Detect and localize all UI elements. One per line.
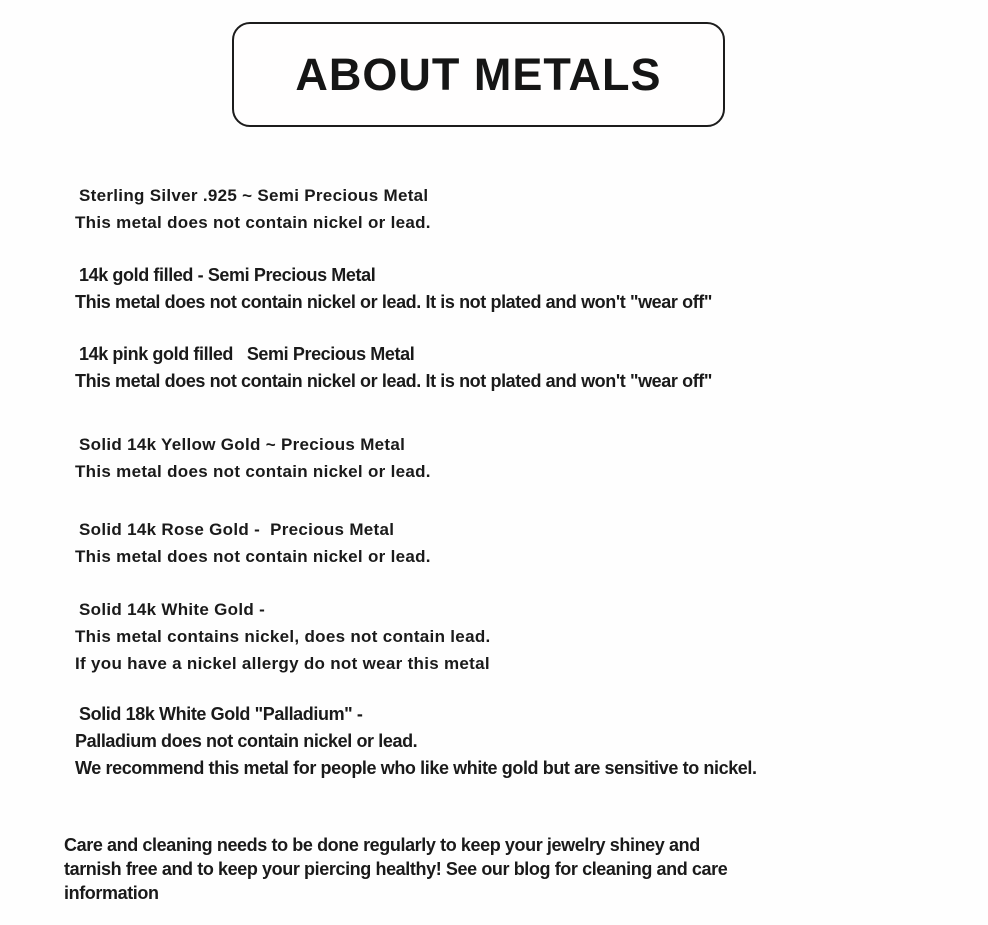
section-14k-gold-filled (75, 262, 948, 316)
section-body-line: This metal does not contain nickel or lead. (75, 547, 431, 566)
section-body-line: If you have a nickel allergy do not wear this metal (75, 654, 490, 673)
section-heading: 14k gold filled - Semi Precious Metal (79, 265, 376, 285)
section-heading: Solid 14k Yellow Gold ~ Precious Metal (79, 435, 406, 454)
section-solid-14k-yellow-gold (75, 431, 948, 485)
section-body-line: Palladium does not contain nickel or lead. (75, 731, 418, 751)
footer-line: Care and cleaning needs to be done regularly to keep your jewelry shiney and (64, 835, 700, 855)
section-body-line: This metal does not contain nickel or lead. (75, 462, 431, 481)
section-solid-18k-white-gold-palladium (75, 701, 948, 782)
section-14k-pink-gold-filled (75, 341, 948, 395)
section-heading: Solid 18k White Gold "Palladium" - (79, 704, 363, 724)
section-heading: Solid 14k Rose Gold - Precious Metal (79, 520, 395, 539)
section-body-line: This metal does not contain nickel or lead. It is not plated and won't "wear off" (75, 371, 713, 391)
section-solid-14k-white-gold (75, 596, 948, 677)
section-sterling-silver (75, 182, 948, 236)
section-body-line: This metal contains nickel, does not contain lead. (75, 627, 491, 646)
section-body-line: We recommend this metal for people who like white gold but are sensitive to nickel. (75, 758, 757, 778)
care-and-cleaning-note (64, 833, 948, 905)
section-body-line: This metal does not contain nickel or lead. It is not plated and won't "wear off" (75, 292, 713, 312)
section-heading: Sterling Silver .925 ~ Semi Precious Metal (79, 186, 429, 205)
section-body-line: This metal does not contain nickel or lead. (75, 213, 431, 232)
page-title: ABOUT METALS (295, 48, 662, 100)
footer-line: tarnish free and to keep your piercing healthy! See our blog for cleaning and care (64, 859, 728, 879)
footer-line: information (64, 883, 159, 903)
section-heading: Solid 14k White Gold - (79, 600, 266, 619)
section-solid-14k-rose-gold (75, 516, 948, 570)
section-heading: 14k pink gold filled Semi Precious Metal (79, 344, 415, 364)
